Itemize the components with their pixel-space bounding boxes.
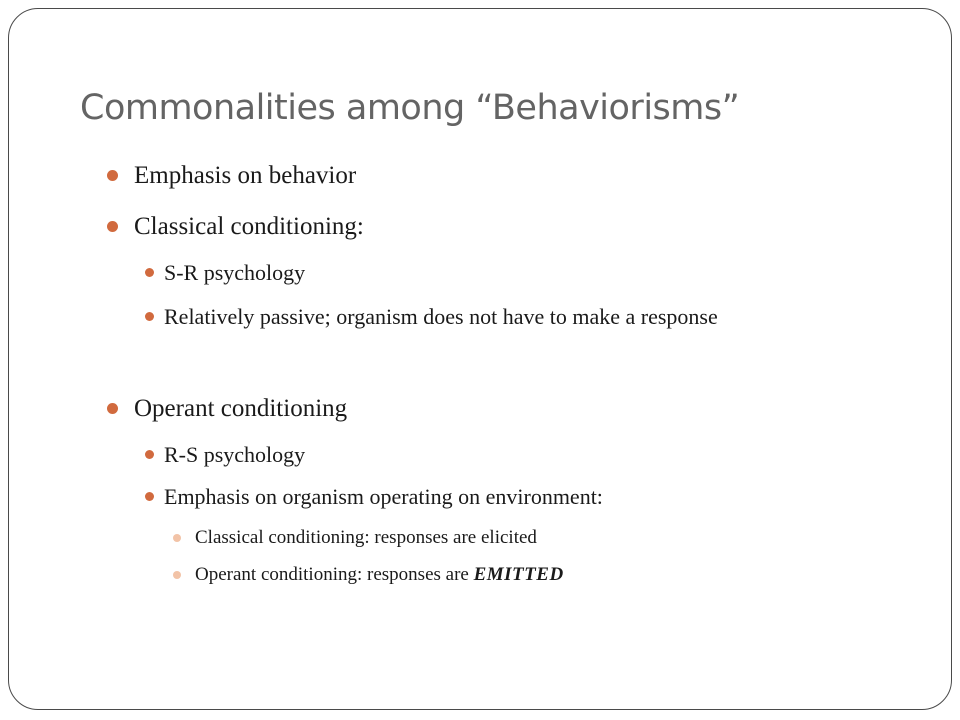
bullet-emphasis-on-organism: Emphasis on organism operating on environment: xyxy=(164,484,603,509)
bullet-classical-elicited: Classical conditioning: responses are elicited xyxy=(195,527,537,548)
bullet-dot xyxy=(145,450,154,459)
bullet-classical-conditioning: Classical conditioning: xyxy=(134,213,364,240)
bullet-operant-emitted xyxy=(195,564,564,586)
bullet-operant-conditioning: Operant conditioning xyxy=(134,395,348,422)
bullet-sr-psychology: S-R psychology xyxy=(164,260,306,285)
bullet-relatively-passive: Relatively passive; organism does not have to make a response xyxy=(164,304,718,329)
bullet-emphasis-on-behavior: Emphasis on behavior xyxy=(134,162,357,189)
bullet-dot xyxy=(107,170,118,181)
bullet-dot xyxy=(173,571,181,579)
bullet-dot xyxy=(145,268,154,277)
bullet-dot xyxy=(107,403,118,414)
bullet-operant-emitted-text: Operant conditioning: responses are xyxy=(195,564,474,585)
bullet-dot xyxy=(145,492,154,501)
bullet-dot xyxy=(107,221,118,232)
slide-title: Commonalities among “Behaviorisms” xyxy=(80,88,740,128)
emitted-emphasis: EMITTED xyxy=(473,564,564,585)
bullet-dot xyxy=(145,312,154,321)
bullet-dot xyxy=(173,534,181,542)
bullet-rs-psychology: R-S psychology xyxy=(164,442,306,467)
